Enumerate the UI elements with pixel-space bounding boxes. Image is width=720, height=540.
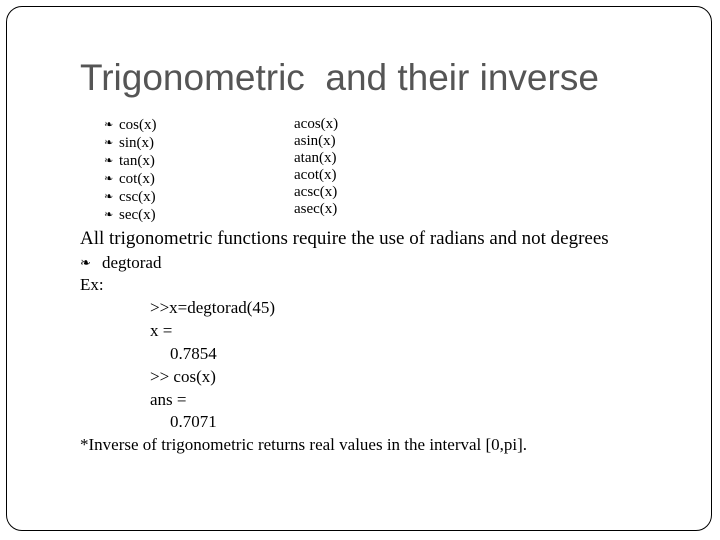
leaf-bullet-icon: ❧ bbox=[80, 256, 91, 271]
code-output: 0.7854 bbox=[170, 344, 217, 363]
leaf-bullet-icon: ❧ bbox=[104, 172, 114, 185]
list-item bbox=[294, 167, 338, 184]
function-name: tan(x) bbox=[119, 153, 155, 169]
example-label: Ex: bbox=[80, 275, 104, 294]
inverse-function-name: asec(x) bbox=[294, 201, 338, 217]
keyword-label: degtorad bbox=[102, 253, 162, 272]
list-item bbox=[104, 170, 157, 188]
function-name: cos(x) bbox=[119, 117, 157, 133]
list-item bbox=[104, 188, 157, 206]
code-line: x = bbox=[150, 321, 173, 340]
function-name: sec(x) bbox=[119, 207, 156, 223]
inverse-function-list bbox=[294, 116, 338, 218]
list-item bbox=[104, 206, 157, 224]
list-item bbox=[294, 133, 338, 150]
function-name: cot(x) bbox=[119, 171, 155, 187]
leaf-bullet-icon: ❧ bbox=[104, 118, 114, 131]
list-item bbox=[104, 116, 157, 134]
list-item bbox=[294, 116, 338, 133]
list-item bbox=[294, 201, 338, 218]
code-line: ans = bbox=[150, 390, 187, 409]
code-line: >>x=degtorad(45) bbox=[150, 298, 276, 317]
inverse-function-name: atan(x) bbox=[294, 150, 337, 166]
radians-note: All trigonometric functions require the use of radians and not degrees bbox=[80, 228, 609, 249]
list-item bbox=[104, 134, 157, 152]
inverse-function-name: acos(x) bbox=[294, 116, 339, 132]
footnote: *Inverse of trigonometric returns real values in the interval [0,pi]. bbox=[80, 435, 528, 454]
code-output: 0.7071 bbox=[170, 412, 217, 431]
inverse-function-name: asin(x) bbox=[294, 133, 336, 149]
leaf-bullet-icon: ❧ bbox=[104, 136, 114, 149]
list-item bbox=[294, 184, 338, 201]
trig-function-list bbox=[104, 116, 157, 224]
inverse-function-name: acot(x) bbox=[294, 167, 337, 183]
inverse-function-name: acsc(x) bbox=[294, 184, 338, 200]
function-name: csc(x) bbox=[119, 189, 156, 205]
slide-title: Trigonometric and their inverse bbox=[80, 57, 599, 98]
leaf-bullet-icon: ❧ bbox=[104, 208, 114, 221]
keyword-item bbox=[80, 253, 161, 273]
code-line: >> cos(x) bbox=[150, 367, 216, 386]
list-item bbox=[104, 152, 157, 170]
leaf-bullet-icon: ❧ bbox=[104, 190, 114, 203]
function-name: sin(x) bbox=[119, 135, 154, 151]
list-item bbox=[294, 150, 338, 167]
leaf-bullet-icon: ❧ bbox=[104, 154, 114, 167]
